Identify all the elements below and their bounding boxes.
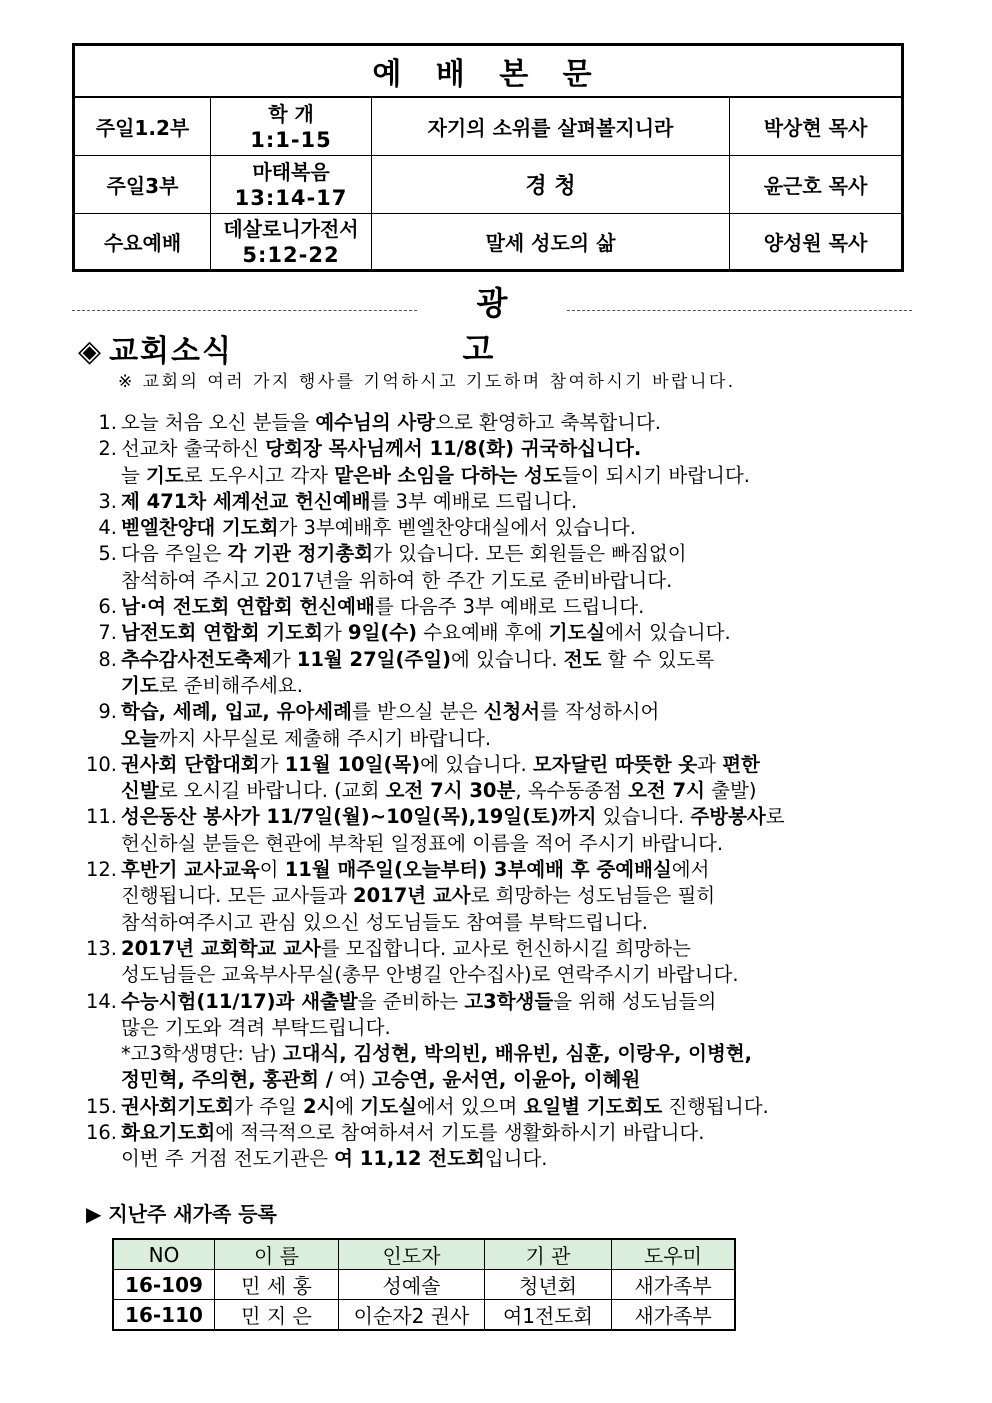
table-row bbox=[113, 1300, 735, 1331]
scripture-verse: 13:14-17 bbox=[234, 185, 348, 210]
scripture-verse: 1:1-15 bbox=[250, 127, 332, 152]
family-helper: 새가족부 bbox=[612, 1300, 736, 1331]
announcement-item bbox=[72, 620, 932, 646]
sermon-subject: 경 청 bbox=[372, 156, 730, 214]
item-text: 참석하여 주시고 2017년을 위하여 한 주간 기도로 준비바랍니다. bbox=[121, 568, 673, 592]
item-number: 2. bbox=[98, 437, 117, 461]
sermon-row bbox=[74, 97, 903, 156]
sermon-row bbox=[74, 214, 903, 271]
table-header-row bbox=[113, 1239, 735, 1270]
item-text: 추수감사전도축제가 11월 27일(주일)에 있습니다. 전도 할 수 있도록 bbox=[121, 647, 715, 671]
item-number: 10. bbox=[85, 752, 117, 776]
church-news-heading bbox=[78, 326, 233, 370]
item-text: 많은 기도와 격려 부탁드립니다. bbox=[121, 1015, 391, 1039]
item-text: 벧엘찬양대 기도회가 3부예배후 벧엘찬양대실에서 있습니다. bbox=[121, 516, 636, 540]
announcement-item-continuation bbox=[72, 883, 932, 909]
item-number: 12. bbox=[85, 858, 117, 882]
sermon-table-title: 예 배 본 문 bbox=[74, 45, 903, 98]
announcement-item-continuation bbox=[72, 1015, 932, 1041]
announcement-item bbox=[72, 541, 932, 567]
column-header: 인도자 bbox=[339, 1239, 485, 1270]
item-text: 성도님들은 교육부사무실(총무 안병길 안수집사)로 연락주시기 바랍니다. bbox=[121, 963, 739, 987]
announcement-item bbox=[72, 804, 932, 830]
item-text: 신발로 오시길 바랍니다. (교회 오전 7시 30분, 옥수동종점 오전 7시 출발) bbox=[121, 779, 757, 803]
announcement-item-continuation bbox=[72, 1067, 932, 1093]
item-number: 1. bbox=[98, 411, 117, 434]
family-no: 16-110 bbox=[113, 1300, 215, 1331]
item-text: 늘 기도로 도우시고 각자 맡은바 소임을 다하는 성도들이 되시기 바랍니다. bbox=[121, 463, 750, 487]
scripture-ref bbox=[211, 156, 372, 214]
announcement-item bbox=[72, 410, 932, 436]
item-number: 16. bbox=[85, 1121, 117, 1145]
announcement-item bbox=[72, 989, 932, 1015]
item-text: 이번 주 거점 전도기관은 여 11,12 전도회입니다. bbox=[121, 1147, 548, 1171]
announcement-item bbox=[72, 515, 932, 541]
sermon-row bbox=[74, 156, 903, 214]
item-number: 11. bbox=[85, 805, 117, 829]
family-group: 청년회 bbox=[485, 1270, 612, 1300]
item-number: 4. bbox=[98, 516, 117, 540]
item-text: 참석하여주시고 관심 있으신 성도님들도 참여를 부탁드립니다. bbox=[121, 910, 648, 934]
family-group: 여1전도회 bbox=[485, 1300, 612, 1331]
item-text: 정민혁, 주의현, 홍관희 / 여) 고승연, 윤서연, 이윤아, 이혜원 bbox=[121, 1068, 641, 1092]
announcement-item-continuation bbox=[72, 568, 932, 594]
announcement-item-continuation bbox=[72, 831, 932, 857]
item-text: 후반기 교사교육이 11월 매주일(오늘부터) 3부예배 후 중예배실에서 bbox=[121, 858, 710, 882]
table-row bbox=[113, 1270, 735, 1300]
column-header: 기 관 bbox=[485, 1239, 612, 1270]
church-news-title: 교회소식 bbox=[109, 334, 233, 369]
item-text: 오늘 처음 오신 분들을 예수님의 사랑으로 환영하고 축복합니다. bbox=[121, 411, 661, 434]
announcement-item bbox=[72, 752, 932, 778]
column-header: 도우미 bbox=[612, 1239, 736, 1270]
new-family-heading: ▶ 지난주 새가족 등록 bbox=[86, 1202, 277, 1226]
announcement-item-continuation bbox=[72, 778, 932, 804]
announcement-item bbox=[72, 647, 932, 673]
column-header: 이 름 bbox=[215, 1239, 339, 1270]
item-text: 오늘까지 사무실로 제출해 주시기 바랍니다. bbox=[121, 726, 492, 750]
announcement-item bbox=[72, 1094, 932, 1120]
item-text: 권사회기도회가 주일 2시에 기도실에서 있으며 요일별 기도회도 진행됩니다. bbox=[121, 1094, 769, 1118]
item-number: 6. bbox=[98, 595, 117, 619]
family-no: 16-109 bbox=[113, 1270, 215, 1300]
item-number: 5. bbox=[98, 542, 117, 566]
item-text: 수능시험(11/17)과 새출발을 준비하는 고3학생들을 위해 성도님들의 bbox=[121, 989, 717, 1013]
announcement-item-continuation bbox=[72, 1146, 932, 1172]
announcement-item bbox=[72, 699, 932, 725]
family-name: 민 세 홍 bbox=[215, 1270, 339, 1300]
item-text: 남·여 전도회 연합회 헌신예배를 다음주 3부 예배로 드립니다. bbox=[121, 595, 645, 619]
sermon-subject: 말세 성도의 삶 bbox=[372, 214, 730, 271]
item-text: 진행됩니다. 모든 교사들과 2017년 교사로 희망하는 성도님들은 필히 bbox=[121, 884, 716, 908]
announcement-item bbox=[72, 489, 932, 515]
item-number: 14. bbox=[85, 989, 117, 1013]
item-number: 15. bbox=[85, 1094, 117, 1118]
service-name: 주일1.2부 bbox=[74, 97, 211, 156]
service-name: 수요예배 bbox=[74, 214, 211, 271]
announcement-item-continuation bbox=[72, 962, 932, 988]
announcement-item bbox=[72, 1120, 932, 1146]
preacher: 윤근호 목사 bbox=[730, 156, 903, 214]
church-news-note: ※ 교회의 여러 가지 행사를 기억하시고 기도하며 참여하시기 바랍니다. bbox=[118, 372, 736, 392]
scripture-ref bbox=[211, 214, 372, 271]
service-name: 주일3부 bbox=[74, 156, 211, 214]
item-text: 학습, 세례, 입교, 유아세례를 받으실 분은 신청서를 작성하시어 bbox=[121, 700, 660, 724]
item-number: 9. bbox=[98, 700, 117, 724]
family-helper: 새가족부 bbox=[612, 1270, 736, 1300]
new-family-table bbox=[112, 1238, 736, 1331]
scripture-verse: 5:12-22 bbox=[242, 242, 340, 267]
scripture-book: 마태복음 bbox=[252, 159, 330, 184]
scripture-book: 데살로니가전서 bbox=[223, 216, 359, 241]
item-text: 화요기도회에 적극적으로 참여하셔서 기도를 생활화하시기 바랍니다. bbox=[121, 1121, 705, 1145]
sermon-table bbox=[72, 43, 904, 272]
announcement-item bbox=[72, 594, 932, 620]
family-guide: 성예솔 bbox=[339, 1270, 485, 1300]
announcement-list bbox=[72, 410, 932, 1173]
announcement-item bbox=[72, 436, 932, 462]
column-header: NO bbox=[113, 1239, 215, 1270]
item-number: 13. bbox=[85, 936, 117, 960]
item-text: 성은동산 봉사가 11/7일(월)~10일(목),19일(토)까지 있습니다. 주방봉사로 bbox=[121, 805, 785, 829]
divider-line-left bbox=[72, 310, 417, 311]
item-number: 8. bbox=[98, 647, 117, 671]
scripture-book: 학 개 bbox=[268, 101, 314, 126]
item-text: 남전도회 연합회 기도회가 9일(수) 수요예배 후에 기도실에서 있습니다. bbox=[121, 621, 731, 645]
scripture-ref bbox=[211, 97, 372, 156]
announcement-item bbox=[72, 936, 932, 962]
item-text: 2017년 교회학교 교사를 모집합니다. 교사로 헌신하시길 희망하는 bbox=[121, 936, 691, 960]
diamond-icon: ◈ bbox=[78, 334, 104, 369]
item-text: 기도로 준비해주세요. bbox=[121, 673, 303, 697]
announcement-item-continuation bbox=[72, 726, 932, 752]
item-text: 선교차 출국하신 당회장 목사님께서 11/8(화) 귀국하십니다. bbox=[121, 437, 642, 461]
family-guide: 이순자2 권사 bbox=[339, 1300, 485, 1331]
item-text: *고3학생명단: 남) 고대식, 김성현, 박의빈, 배유빈, 심훈, 이랑우, 이병현, bbox=[121, 1042, 753, 1066]
preacher: 박상현 목사 bbox=[730, 97, 903, 156]
announcement-item-continuation bbox=[72, 673, 932, 699]
item-text: 제 471차 세계선교 헌신예배를 3부 예배로 드립니다. bbox=[121, 489, 578, 513]
announcement-item-continuation bbox=[72, 463, 932, 489]
item-number: 7. bbox=[98, 621, 117, 645]
item-number: 3. bbox=[98, 489, 117, 513]
item-text: 권사회 단합대회가 11월 10일(목)에 있습니다. 모자달린 따뜻한 옷과 편한 bbox=[121, 752, 760, 776]
divider-line-right bbox=[567, 310, 912, 311]
family-name: 민 지 은 bbox=[215, 1300, 339, 1331]
announcement-item-continuation bbox=[72, 910, 932, 936]
announcement-item bbox=[72, 857, 932, 883]
announcements-title: 광 고 bbox=[462, 284, 536, 368]
announcement-item-continuation bbox=[72, 1041, 932, 1067]
item-text: 다음 주일은 각 기관 정기총회가 있습니다. 모든 회원들은 빠짐없이 bbox=[121, 542, 687, 566]
preacher: 양성원 목사 bbox=[730, 214, 903, 271]
sermon-subject: 자기의 소위를 살펴볼지니라 bbox=[372, 97, 730, 156]
item-text: 헌신하실 분들은 현관에 부착된 일정표에 이름을 적어 주시기 바랍니다. bbox=[121, 831, 724, 855]
